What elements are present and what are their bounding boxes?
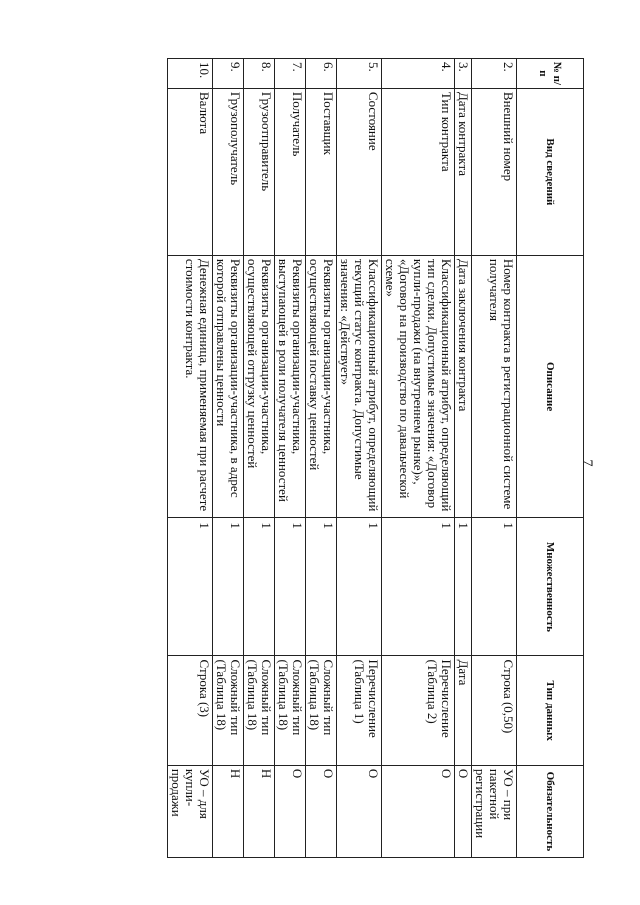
cell-num: 4. <box>382 59 455 89</box>
cell-mult: 1 <box>275 518 306 656</box>
table-row <box>382 59 455 858</box>
cell-desc: Реквизиты организации-участника, осуществляющей поставку ценностей <box>306 255 337 517</box>
cell-data: Перечисление (Таблица 1) <box>337 656 382 765</box>
cell-req: Н <box>244 765 275 857</box>
table-row <box>213 59 244 858</box>
table-row <box>275 59 306 858</box>
cell-type: Внешний номер <box>472 88 517 255</box>
cell-data: Сложный тип (Таблица 18) <box>213 656 244 765</box>
cell-num: 3. <box>455 59 472 89</box>
header-type: Вид сведений <box>517 88 584 255</box>
cell-desc: Дата заключения контракта <box>455 255 472 517</box>
cell-num: 6. <box>306 59 337 89</box>
cell-type: Тип контракта <box>382 88 455 255</box>
cell-desc: Номер контракта в регистрационной системе получателя <box>472 255 517 517</box>
cell-desc: Классификационный атрибут, определяющий тип сделки. Допустимые значения: «Договор купли-продажи (на внутреннем рынке)», «Договор на производство по давальческой схеме» <box>382 255 455 517</box>
table-row <box>168 59 213 858</box>
cell-num: 9. <box>213 59 244 89</box>
table-row <box>455 59 472 858</box>
header-num: № п/п <box>517 59 584 89</box>
cell-type: Получатель <box>275 88 306 255</box>
cell-req: О <box>275 765 306 857</box>
cell-type: Грузоотправитель <box>244 88 275 255</box>
cell-req: О <box>455 765 472 857</box>
cell-desc: Реквизиты организации-участника, осуществляющей отгрузку ценностей <box>244 255 275 517</box>
cell-data: Сложный тип (Таблица 18) <box>244 656 275 765</box>
table-header-row <box>517 59 584 858</box>
table-row <box>472 59 517 858</box>
cell-data: Дата <box>455 656 472 765</box>
cell-mult: 1 <box>306 518 337 656</box>
rotated-table-container <box>84 58 584 858</box>
cell-mult: 1 <box>472 518 517 656</box>
cell-num: 7. <box>275 59 306 89</box>
cell-type: Состояние <box>337 88 382 255</box>
cell-data: Сложный тип (Таблица 18) <box>275 656 306 765</box>
cell-mult: 1 <box>455 518 472 656</box>
cell-num: 10. <box>168 59 213 89</box>
cell-num: 5. <box>337 59 382 89</box>
data-table <box>167 58 584 858</box>
cell-num: 2. <box>472 59 517 89</box>
cell-desc: Денежная единица, применяемая при расчете стоимости контракта. <box>168 255 213 517</box>
cell-type: Поставщик <box>306 88 337 255</box>
header-desc: Описание <box>517 255 584 517</box>
cell-req: УО – при пакетной регистрации <box>472 765 517 857</box>
page-number: 7 <box>579 459 595 467</box>
cell-data: Строка (0,50) <box>472 656 517 765</box>
cell-desc: Классификационный атрибут, определяющий текущий статус контракта. Допустимые значения: «Действует» <box>337 255 382 517</box>
header-mult: Множественность <box>517 518 584 656</box>
cell-type: Дата контракта <box>455 88 472 255</box>
cell-req: Н <box>213 765 244 857</box>
cell-data: Строка (3) <box>168 656 213 765</box>
cell-req: О <box>337 765 382 857</box>
cell-num: 8. <box>244 59 275 89</box>
cell-req: О <box>306 765 337 857</box>
cell-type: Валюта <box>168 88 213 255</box>
cell-req: О <box>382 765 455 857</box>
cell-data: Перечисление (Таблица 2) <box>382 656 455 765</box>
cell-data: Сложный тип (Таблица 18) <box>306 656 337 765</box>
cell-desc: Реквизиты организации-участника, выступающей в роли получателя ценностей <box>275 255 306 517</box>
cell-mult: 1 <box>382 518 455 656</box>
header-data: Тип данных <box>517 656 584 765</box>
cell-mult: 1 <box>168 518 213 656</box>
table-row <box>337 59 382 858</box>
cell-mult: 1 <box>244 518 275 656</box>
cell-mult: 1 <box>213 518 244 656</box>
cell-desc: Реквизиты организации-участника, в адрес которой отправлены ценности <box>213 255 244 517</box>
table-row <box>306 59 337 858</box>
cell-mult: 1 <box>337 518 382 656</box>
table-row <box>244 59 275 858</box>
header-req: Обязательность <box>517 765 584 857</box>
cell-req: УО – для купли-продажи <box>168 765 213 857</box>
cell-type: Грузополучатель <box>213 88 244 255</box>
